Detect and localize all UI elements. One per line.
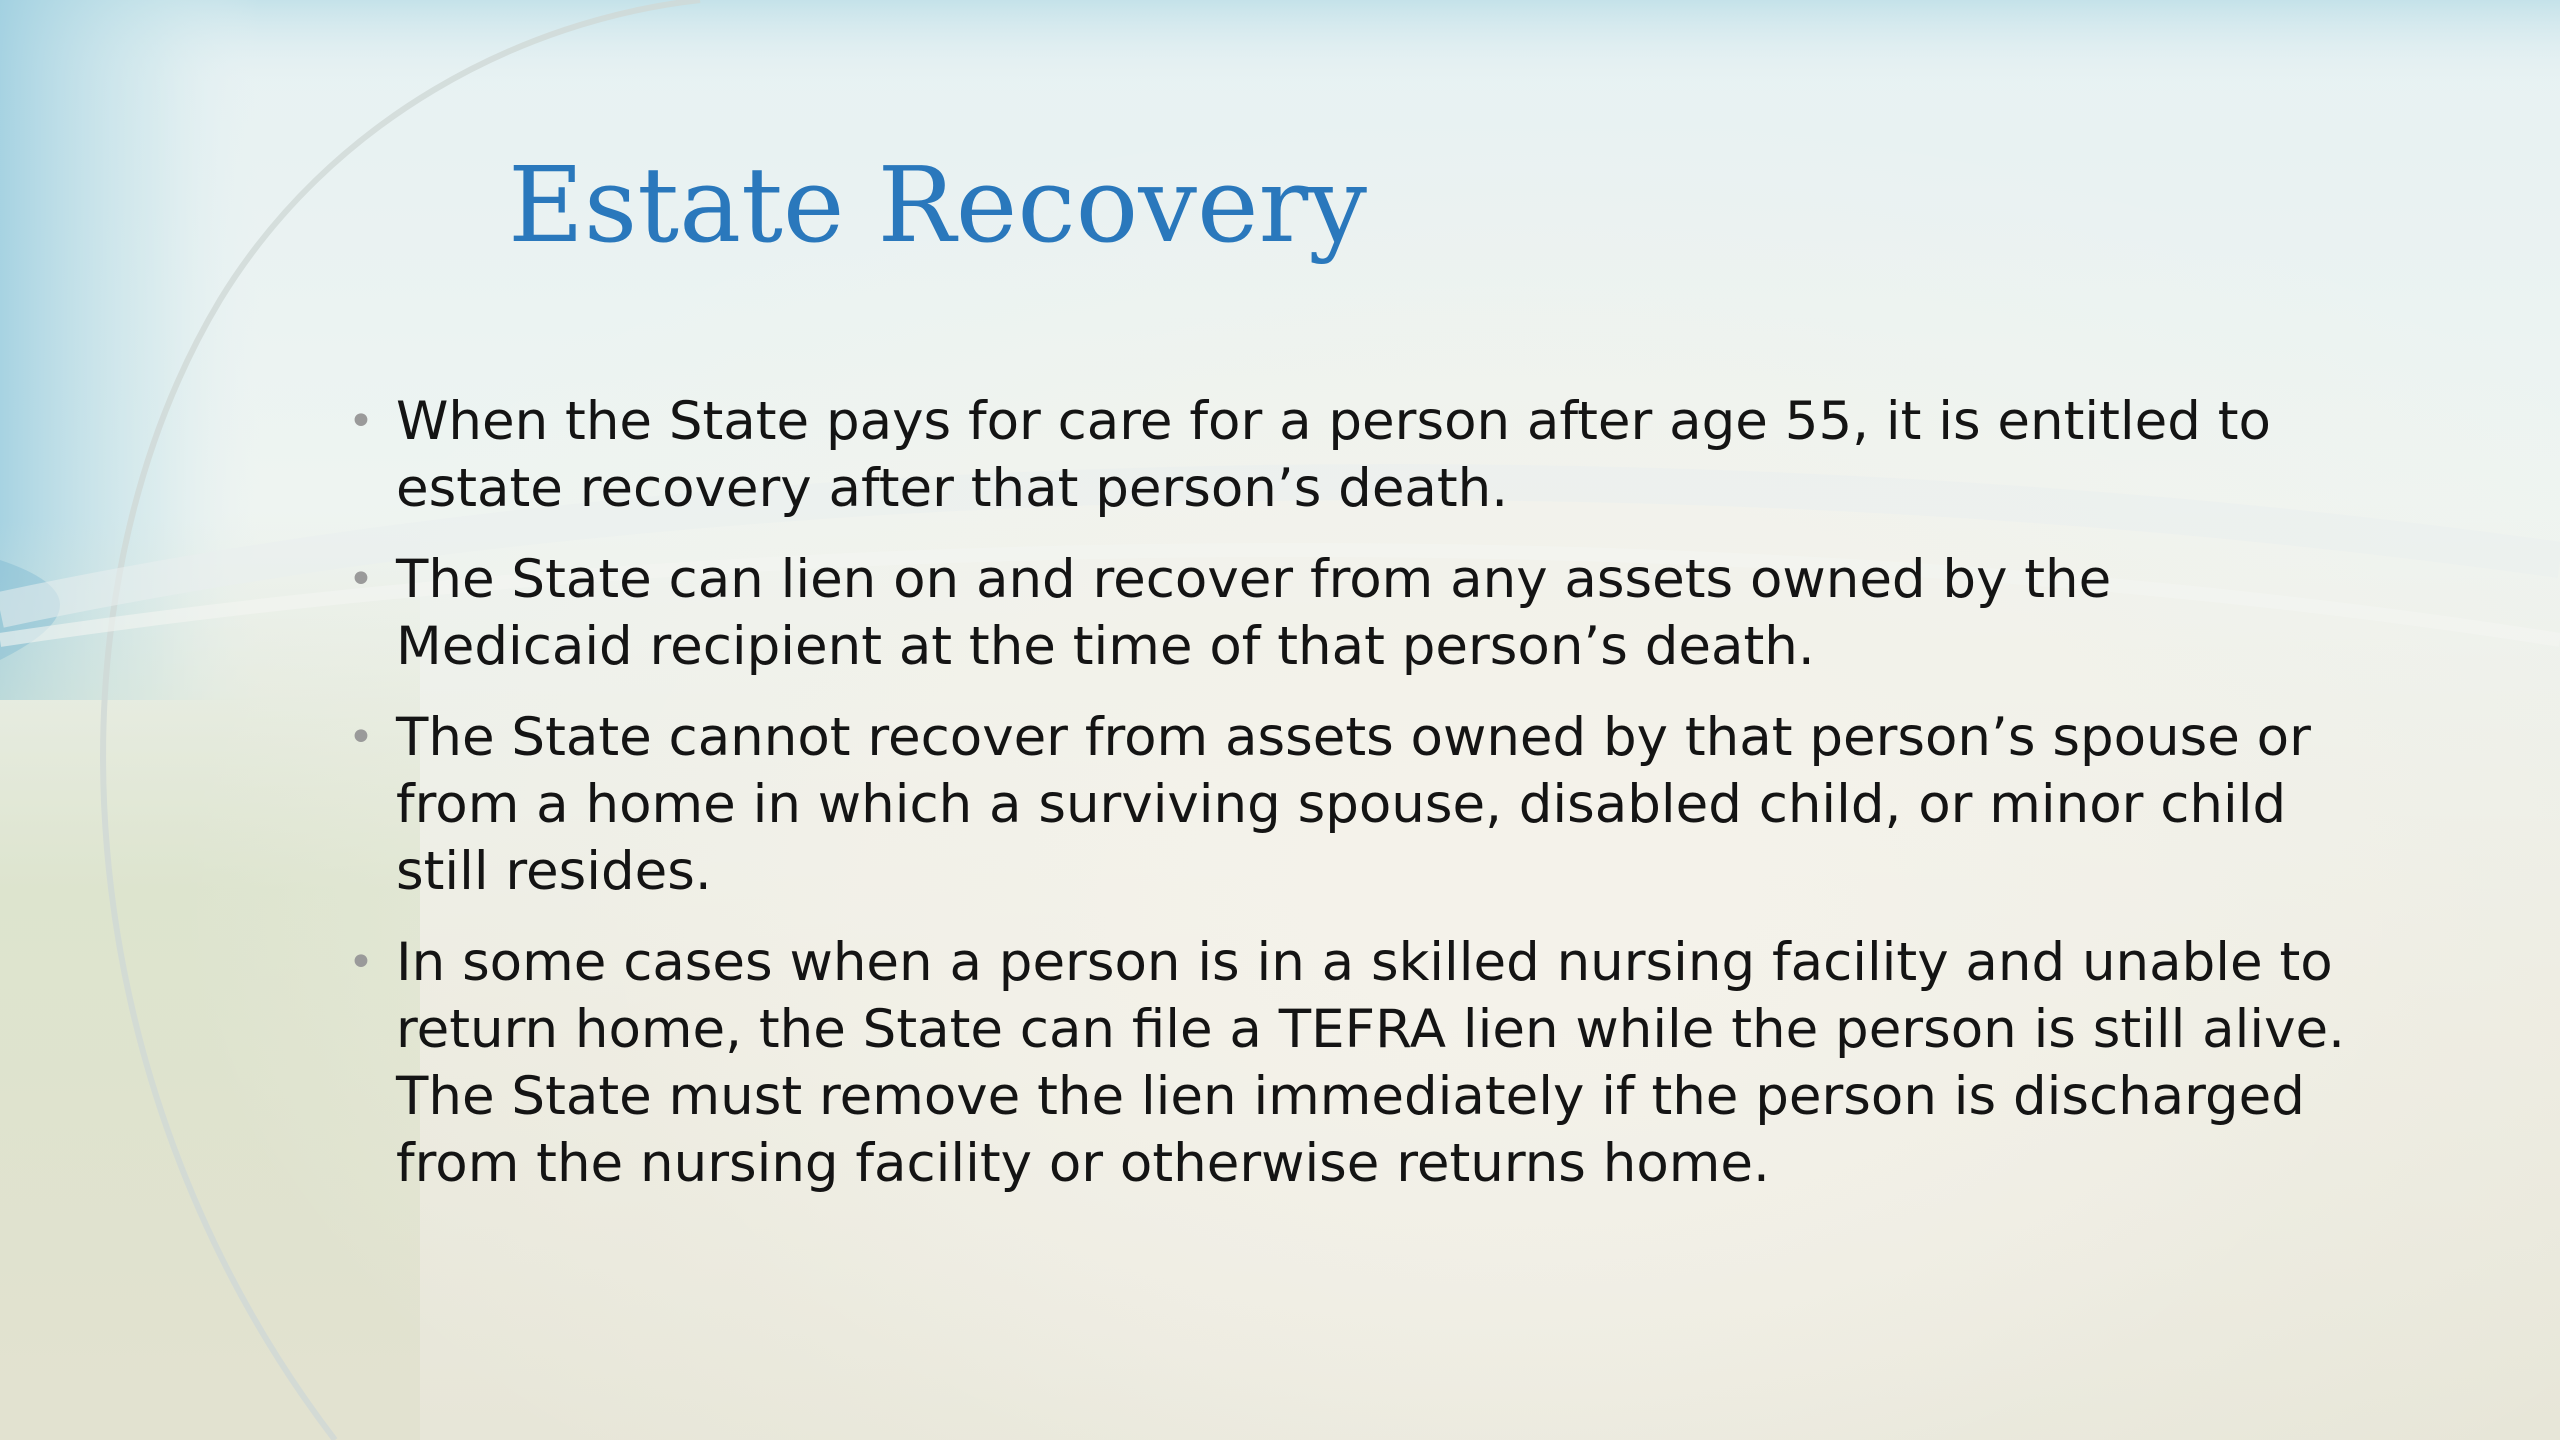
bullet-item: [340, 929, 2360, 1197]
bullet-text: The State can lien on and recover from any assets owned by the Medicaid recipient at the time of that person’s death.: [396, 549, 2112, 677]
bullet-text: The State cannot recover from assets owned by that person’s spouse or from a home in which a surviving spouse, disabled child, or minor child still resides.: [396, 707, 2311, 902]
bullet-icon: •: [348, 396, 374, 447]
bullet-item: [340, 388, 2360, 522]
bullet-text: When the State pays for care for a person after age 55, it is entitled to estate recovery after that person’s death.: [396, 391, 2271, 519]
bullet-icon: •: [348, 937, 374, 988]
bullet-icon: •: [348, 712, 374, 763]
slide-title: Estate Recovery: [508, 144, 1367, 266]
bullet-item: [340, 546, 2360, 680]
bullet-text: In some cases when a person is in a skilled nursing facility and unable to return home, the State can file a TEFRA lien while the person is still alive. The State must remove the lien immediately if the person is discharged from the nursing facility or otherwise returns home.: [396, 932, 2345, 1194]
bullet-icon: •: [348, 554, 374, 605]
bullet-item: [340, 704, 2360, 905]
bullet-list: [340, 388, 2360, 1221]
